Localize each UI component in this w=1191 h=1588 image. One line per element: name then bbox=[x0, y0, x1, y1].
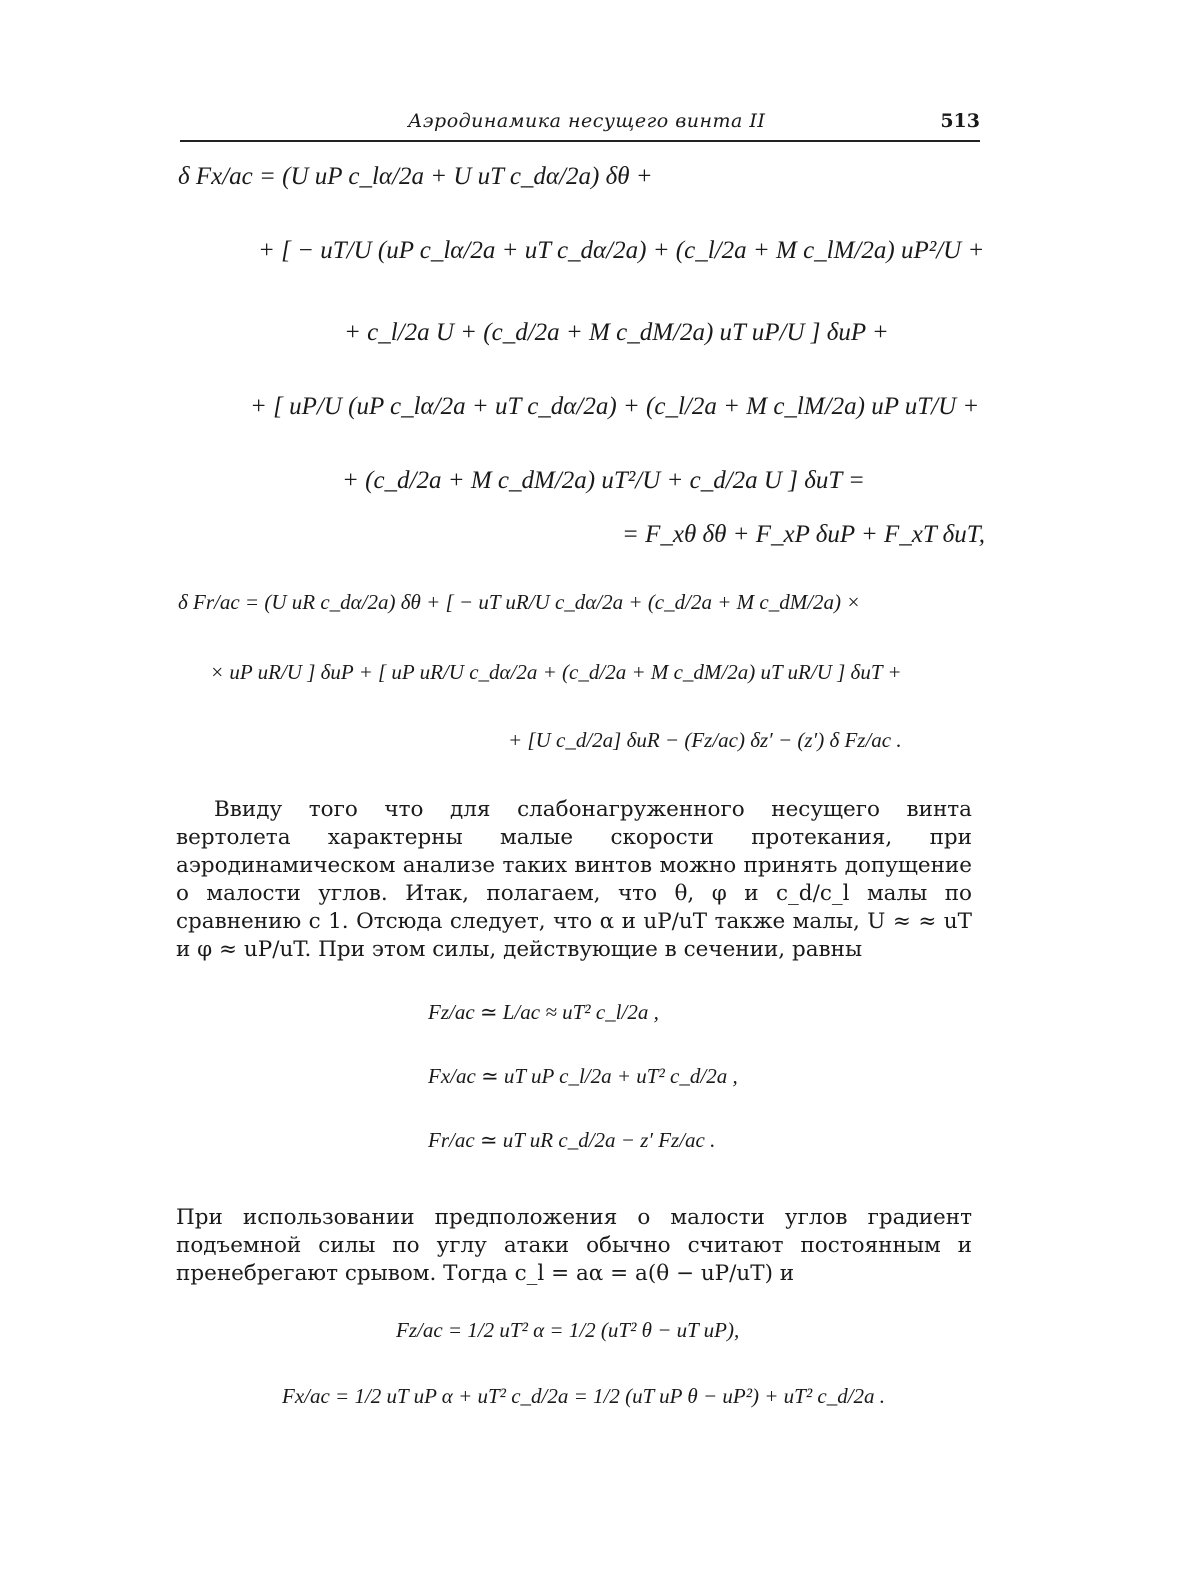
equation-line: + [ uP/U (uP c_lα/2a + uT c_dα/2a) + (c_l/2a + M c_lM/2a) uP uT/U + bbox=[250, 393, 980, 420]
equation-line: × uP uR/U ] δuP + [ uP uR/U c_dα/2a + (c_d/2a + M c_dM/2a) uT uR/U ] δuT + bbox=[210, 660, 902, 684]
equation-line: + [ − uT/U (uP c_lα/2a + uT c_dα/2a) + (c_l/2a + M c_lM/2a) uP²/U + bbox=[258, 237, 985, 264]
equation-line: Fz/ac ≃ L/ac ≈ uT² c_l/2a , bbox=[428, 1000, 659, 1024]
equation-line: Fx/ac = 1/2 uT uP α + uT² c_d/2a = 1/2 (uT uP θ − uP²) + uT² c_d/2a . bbox=[282, 1384, 886, 1408]
equation-line: = F_xθ δθ + F_xP δuP + F_xT δuT, bbox=[622, 521, 986, 548]
equation-line: δ Fx/ac = (U uP c_lα/2a + U uT c_dα/2a) δθ + bbox=[178, 163, 653, 190]
page-number: 513 bbox=[940, 110, 980, 132]
body-paragraph: При использовании предположения о малости углов градиент подъемной силы по углу атаки обычно считают постоянным и пренебрегают срывом. Тогда c_l = aα = a(θ − uP/uT) и bbox=[176, 1205, 972, 1286]
equation-line: δ Fr/ac = (U uR c_dα/2a) δθ + [ − uT uR/U c_dα/2a + (c_d/2a + M c_dM/2a) × bbox=[178, 590, 861, 614]
equation-line: Fz/ac = 1/2 uT² α = 1/2 (uT² θ − uT uP), bbox=[396, 1318, 740, 1342]
equation-line: Fx/ac ≃ uT uP c_l/2a + uT² c_d/2a , bbox=[428, 1064, 738, 1088]
equation-line: + c_l/2a U + (c_d/2a + M c_dM/2a) uT uP/U ] δuP + bbox=[344, 319, 889, 346]
equation-line: Fr/ac ≃ uT uR c_d/2a − z′ Fz/ac . bbox=[428, 1128, 716, 1152]
running-title: Аэродинамика несущего винта II bbox=[408, 110, 766, 132]
equation-line: + (c_d/2a + M c_dM/2a) uT²/U + c_d/2a U ] δuT = bbox=[342, 467, 865, 494]
body-paragraph: Ввиду того что для слабонагруженного несущего винта вертолета характерны малые скорости протекания, при аэродинамическом анализе таких винтов можно принять допущение о малости углов. Итак, полагаем, что θ, φ и c_d/c_l малы по сравнению с 1. Отсюда следует, что α и uP/uT также малы, U ≈ ≈ uT и φ ≈ uP/uT. При этом силы, действующие в сечении, равны bbox=[176, 797, 972, 962]
equation-line: + [U c_d/2a] δuR − (Fz/ac) δz′ − (z′) δ Fz/ac . bbox=[508, 728, 902, 752]
running-header bbox=[180, 106, 980, 142]
